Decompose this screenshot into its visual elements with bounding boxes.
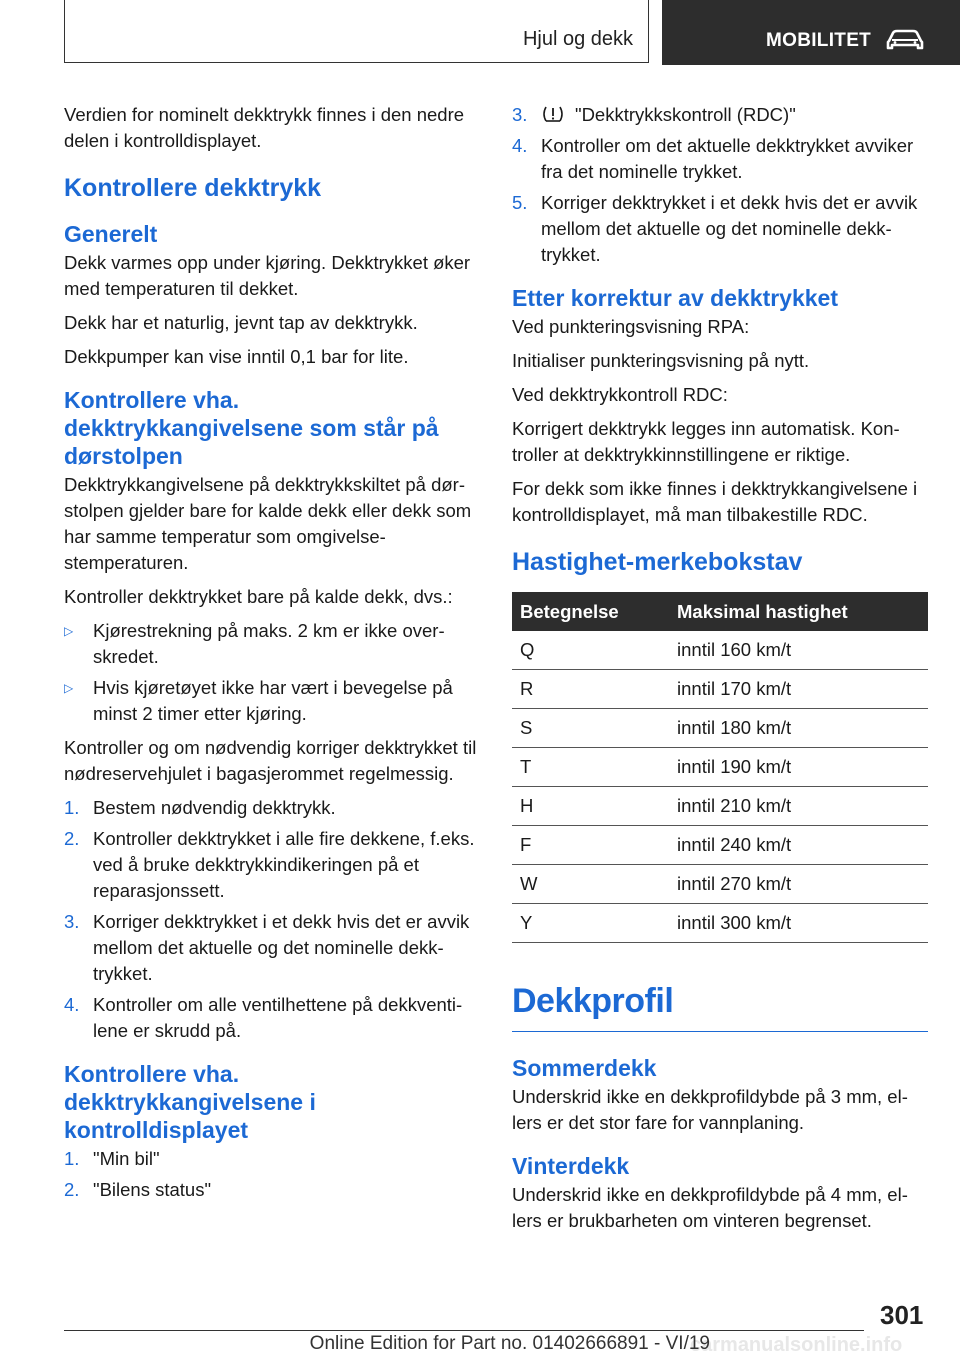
table-row: T inntil 190 km/t <box>512 748 928 787</box>
paragraph: Initialiser punkteringsvisning på nytt. <box>512 350 810 371</box>
right-column <box>512 102 928 1242</box>
table-row: R inntil 170 km/t <box>512 670 928 709</box>
paragraph: For dekk som ikke finnes i dekktrykkangivelsene i kontrolldisplayet, må man tilbakestille RDC. <box>512 478 918 525</box>
heading-generelt: Generelt <box>64 221 158 247</box>
heading-dekkprofil: Dekkprofil <box>512 979 928 1032</box>
list-item: 1. Bestem nødvendig dekktrykk. <box>64 797 336 818</box>
footer-divider <box>64 1330 864 1331</box>
table-row: Q inntil 160 km/t <box>512 631 928 670</box>
bullet-list <box>64 618 482 727</box>
paragraph: Dekktrykkangivelsene på dekktrykkskiltet på dørstolpen gjelder bare for kalde dekk eller dekk som har samme temperatur som omgivelsestemperaturen. <box>64 474 472 573</box>
header-section-title: Hjul og dekk <box>522 28 633 50</box>
intro-paragraph: Verdien for nominelt dekktrykk finnes i den nedre delen i kontrolldisplayet. <box>64 104 465 151</box>
table-row: Y inntil 300 km/t <box>512 904 928 943</box>
column-header: Maksimal hastighet <box>669 592 928 631</box>
list-item: 5. Korriger dekktrykket i et dekk hvis det er avvik mellom det aktuelle og det nominelle dekktrykket. <box>512 192 918 265</box>
numbered-list <box>64 1146 482 1203</box>
list-item: 2. "Bilens status" <box>64 1179 212 1200</box>
paragraph: Dekk varmes opp under kjøring. Dekktrykket øker med temperaturen til dekket. <box>64 252 471 299</box>
paragraph: Underskrid ikke en dekkprofildybde på 4 mm, ellers er brukbarheten om vinteren begrenset. <box>512 1184 908 1231</box>
heading-sommerdekk: Sommerdekk <box>512 1055 657 1081</box>
numbered-list <box>64 795 482 1044</box>
page-number: 301 <box>880 1300 924 1330</box>
table-row: F inntil 240 km/t <box>512 826 928 865</box>
list-item: 1. "Min bil" <box>64 1148 160 1169</box>
table-row: S inntil 180 km/t <box>512 709 928 748</box>
paragraph: Dekkpumper kan vise inntil 0,1 bar for lite. <box>64 346 409 367</box>
heading-hastighet: Hastighet-merkebokstav <box>512 548 803 576</box>
list-item: 2. Kontroller dekktrykket i alle fire dekkene, f.eks. ved å bruke dekktrykkindikeringen på et reparasjonssett. <box>64 828 475 901</box>
car-icon <box>885 28 925 52</box>
triangle-bullet-icon: ▷ <box>64 681 74 695</box>
heading-dorstolpen: Kontrollere vha. dekktrykkangivelsene som står på dørstolpen <box>64 387 439 469</box>
list-item: 4. Kontroller om det aktuelle dekktrykket avviker fra det nominelle trykket. <box>512 135 914 182</box>
heading-kontrolldisplayet: Kontrollere vha. dekktrykkangivelsene i kontrolldisplayet <box>64 1061 316 1143</box>
speed-rating-table <box>512 592 928 943</box>
column-header: Betegnelse <box>512 592 669 631</box>
paragraph: Underskrid ikke en dekkprofildybde på 3 mm, ellers er det stor fare for vannplaning. <box>512 1086 908 1133</box>
paragraph: Kontroller og om nødvendig korriger dekktrykket til nødreservehjulet i bagasjerommet regelmessig. <box>64 737 477 784</box>
paragraph: Dekk har et naturlig, jevnt tap av dekktrykk. <box>64 312 418 333</box>
heading-vinterdekk: Vinterdekk <box>512 1153 630 1179</box>
triangle-bullet-icon: ▷ <box>64 624 74 638</box>
left-column <box>64 102 482 1211</box>
paragraph: Kontroller dekktrykket bare på kalde dekk, dvs.: <box>64 586 453 607</box>
numbered-list <box>512 102 928 268</box>
table-row: W inntil 270 km/t <box>512 865 928 904</box>
watermark: carmanualsonline.info <box>690 1334 903 1356</box>
list-item: ▷ Kjørestrekning på maks. 2 km er ikke overskredet. <box>64 618 482 670</box>
header-chapter-title: MOBILITET <box>766 30 872 51</box>
paragraph: Korrigert dekktrykk legges inn automatisk. Kontroller at dekktrykkinnstillingene er riktige. <box>512 418 900 465</box>
tire-pressure-warning-icon <box>541 104 565 124</box>
heading-etter-korrektur: Etter korrektur av dekktrykket <box>512 285 838 311</box>
heading-kontrollere-dekktrykk: Kontrollere dekktrykk <box>64 174 322 202</box>
list-item: 4. Kontroller om alle ventilhettene på dekkventilene er skrudd på. <box>64 994 463 1041</box>
list-item: 3. "Dekktrykkskontroll (RDC)" <box>512 104 796 125</box>
footer-edition: Online Edition for Part no. 01402666891 - VI/19 <box>309 1333 710 1354</box>
list-item: ▷ Hvis kjøretøyet ikke har vært i bevegelse på minst 2 timer etter kjøring. <box>64 675 482 727</box>
paragraph: Ved dekktrykkontroll RDC: <box>512 384 728 405</box>
table-header-row <box>512 592 928 631</box>
table-row: H inntil 210 km/t <box>512 787 928 826</box>
paragraph: Ved punkteringsvisning RPA: <box>512 316 750 337</box>
list-item: 3. Korriger dekktrykket i et dekk hvis det er avvik mellom det aktuelle og det nominelle dekktrykket. <box>64 911 470 984</box>
